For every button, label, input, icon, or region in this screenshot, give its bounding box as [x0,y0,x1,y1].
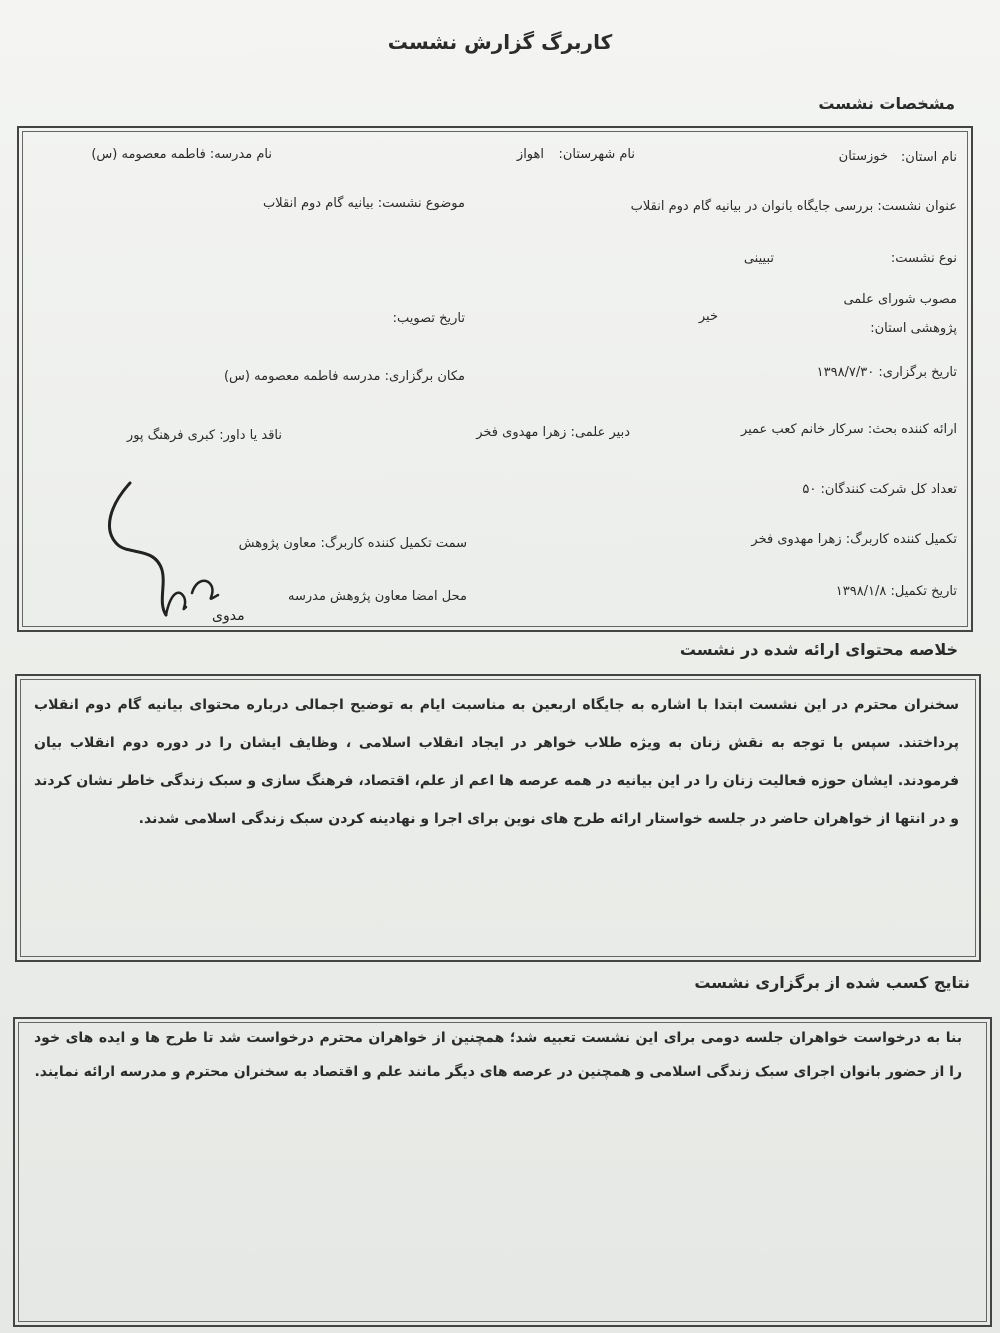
signature-scribble: مدوی [212,608,245,624]
approved-label-line2: پژوهشی استان: [870,321,957,336]
scientific-secretary-field: دبیر علمی: زهرا مهدوی فخر [476,425,630,440]
held-date-field: تاریخ برگزاری: ۱۳۹۸/۷/۳۰ [816,365,957,380]
session-title-field: عنوان نشست: بررسی جایگاه بانوان در بیانیه گام دوم انقلاب [630,199,957,214]
summary-text: سخنران محترم در این نشست ابتدا با اشاره به جایگاه اربعین به مناسبت ایام به توضیح اجمالی درباره محتوای بیانیه گام دوم انقلاب پرداختند. سپس با توجه به نقش زنان به ویژه طلاب خواهر در ایجاد انقلاب اسلامی ، وظایف ایشان را در دوره دوم انقلاب بیان فرمودند. ایشان حوزه فعالیت زنان را در این بیانیه در همه عرصه ها اعم از علم، اقتصاد، فرهنگ سازی و سبک زندگی خاطر نشان کردند و در انتها از خواهران حاضر در جلسه خواستار ارائه طرح های نوین برای اجرا و نهادینه کردن سبک زندگی اسلامی شدند. [34,697,959,827]
participants-field: تعداد کل شرکت کنندگان: ۵۰ [802,482,957,497]
venue-field: مکان برگزاری: مدرسه فاطمه معصومه (س) [223,369,465,384]
page-title: کاربرگ گزارش نشست [387,30,613,54]
completer-role-field: سمت تکمیل کننده کاربرگ: معاون پژوهش [238,536,467,551]
type-label: نوع نشست: [890,251,957,266]
presenter-field: ارائه کننده بحث: سرکار خانم کعب عمیر [740,422,957,437]
province-label: نام استان: [900,150,957,165]
type-value: تبیینی [743,251,774,266]
completion-date-field: تاریخ تکمیل: ۱۳۹۸/۱/۸ [835,584,957,599]
approval-date-field: تاریخ تصویب: [392,311,465,326]
approved-label-line1: مصوب شورای علمی [843,292,957,307]
city-value: اهواز [516,147,544,162]
critic-field: ناقد یا داور: کبری فرهنگ پور [126,428,282,443]
signature-place-field: محل امضا معاون پژوهش مدرسه [288,589,467,604]
results-text: بنا به درخواست خواهران جلسه دومی برای این نشست تعبیه شد؛ همچنین از خواهران محترم درخواست شد تا طرح ها و ایده های خود را از حضور بانوان اجرای سبک زندگی اسلامی و همچنین در عرصه های دیگر مانند علم و اقتصاد به سخنران محترم و مدرسه ارائه نمایند. [34,1030,962,1080]
section-title-results: نتایج کسب شده از برگزاری نشست [694,973,970,992]
handwritten-signature [100,475,245,635]
approved-value: خیر [698,309,718,324]
section-title-specs: مشخصات نشست [818,94,955,113]
school-field: نام مدرسه: فاطمه معصومه (س) [91,147,272,162]
province-value: خوزستان [838,149,888,164]
subject-field: موضوع نشست: بیانیه گام دوم انقلاب [263,196,465,211]
city-label: نام شهرستان: [558,147,635,162]
completed-by-field: تکمیل کننده کاربرگ: زهرا مهدوی فخر [751,532,957,547]
section-title-summary: خلاصه محتوای ارائه شده در نشست [679,640,958,659]
